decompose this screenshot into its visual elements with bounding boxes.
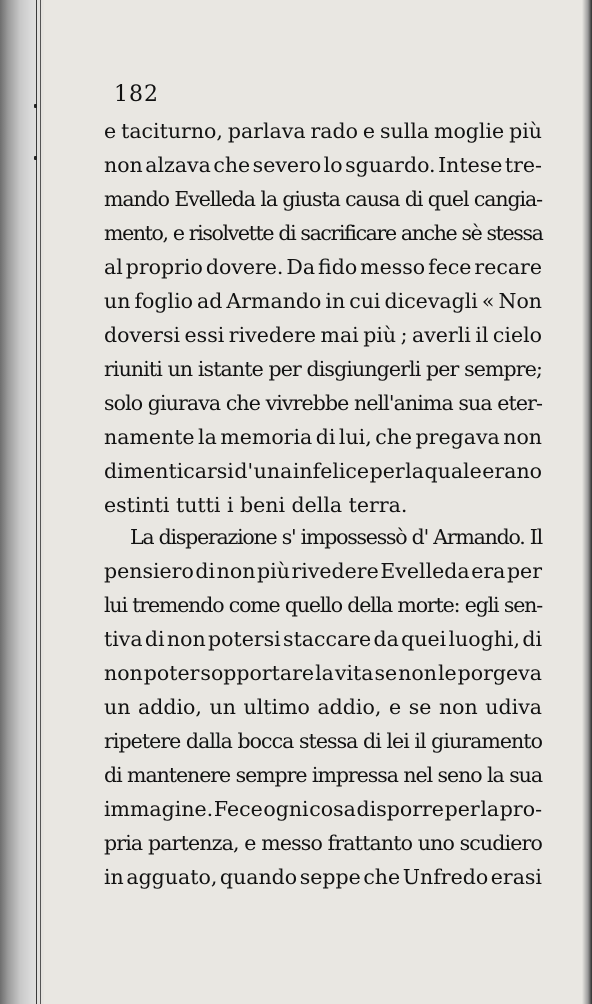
- text-line: tiva di non potersi staccare da quei luoghi, di: [104, 627, 542, 651]
- text-line: un foglio ad Armando in cui dicevagli « Non: [104, 289, 542, 313]
- paragraph-first-line: La disperazione s' impossessò d' Armando. Il: [130, 525, 542, 549]
- text-line: pensiero di non più rivedere Evelleda era per: [104, 559, 542, 583]
- text-line: un addio, un ultimo addio, e se non udiva: [104, 695, 542, 719]
- text-line: estinti tutti i beni della terra.: [104, 493, 408, 517]
- text-line: pria partenza, e messo frattanto uno scudiero: [104, 831, 542, 855]
- text-line: namente la memoria di lui, che pregava non: [104, 425, 542, 449]
- text-line: ripetere dalla bocca stessa di lei il giuramento: [104, 729, 542, 753]
- text-line: mento, e risolvette di sacrificare anche sè stessa: [104, 221, 543, 245]
- text-line: solo giurava che vivrebbe nell'anima sua eter-: [104, 391, 542, 415]
- text-line: di mantenere sempre impressa nel seno la sua: [104, 763, 542, 787]
- text-line: dimenticarsi d' una infelice per la quale erano: [104, 459, 542, 483]
- text-line: immagine. Fece ogni cosa disporre per la pro-: [104, 797, 542, 821]
- text-line: non alzava che severo lo sguardo. Intese tre-: [104, 153, 542, 177]
- text-line: mando Evelleda la giusta causa di quel cangia-: [104, 187, 542, 211]
- text-line: in agguato, quando seppe che Unfredo erasi: [104, 865, 542, 889]
- page-number: 182: [114, 82, 159, 107]
- text-line: lui tremendo come quello della morte: egli sen-: [104, 593, 542, 617]
- text-line: al proprio dovere. Da fido messo fece recare: [104, 255, 542, 279]
- text-line: riuniti un istante per disgiungerli per sempre;: [104, 357, 542, 381]
- text-line: e taciturno, parlava rado e sulla moglie più: [104, 119, 542, 143]
- text-line: doversi essi rivedere mai più ; averli il cielo: [104, 323, 542, 347]
- text-line: non poter sopportare la vita se non le porgeva: [104, 661, 542, 685]
